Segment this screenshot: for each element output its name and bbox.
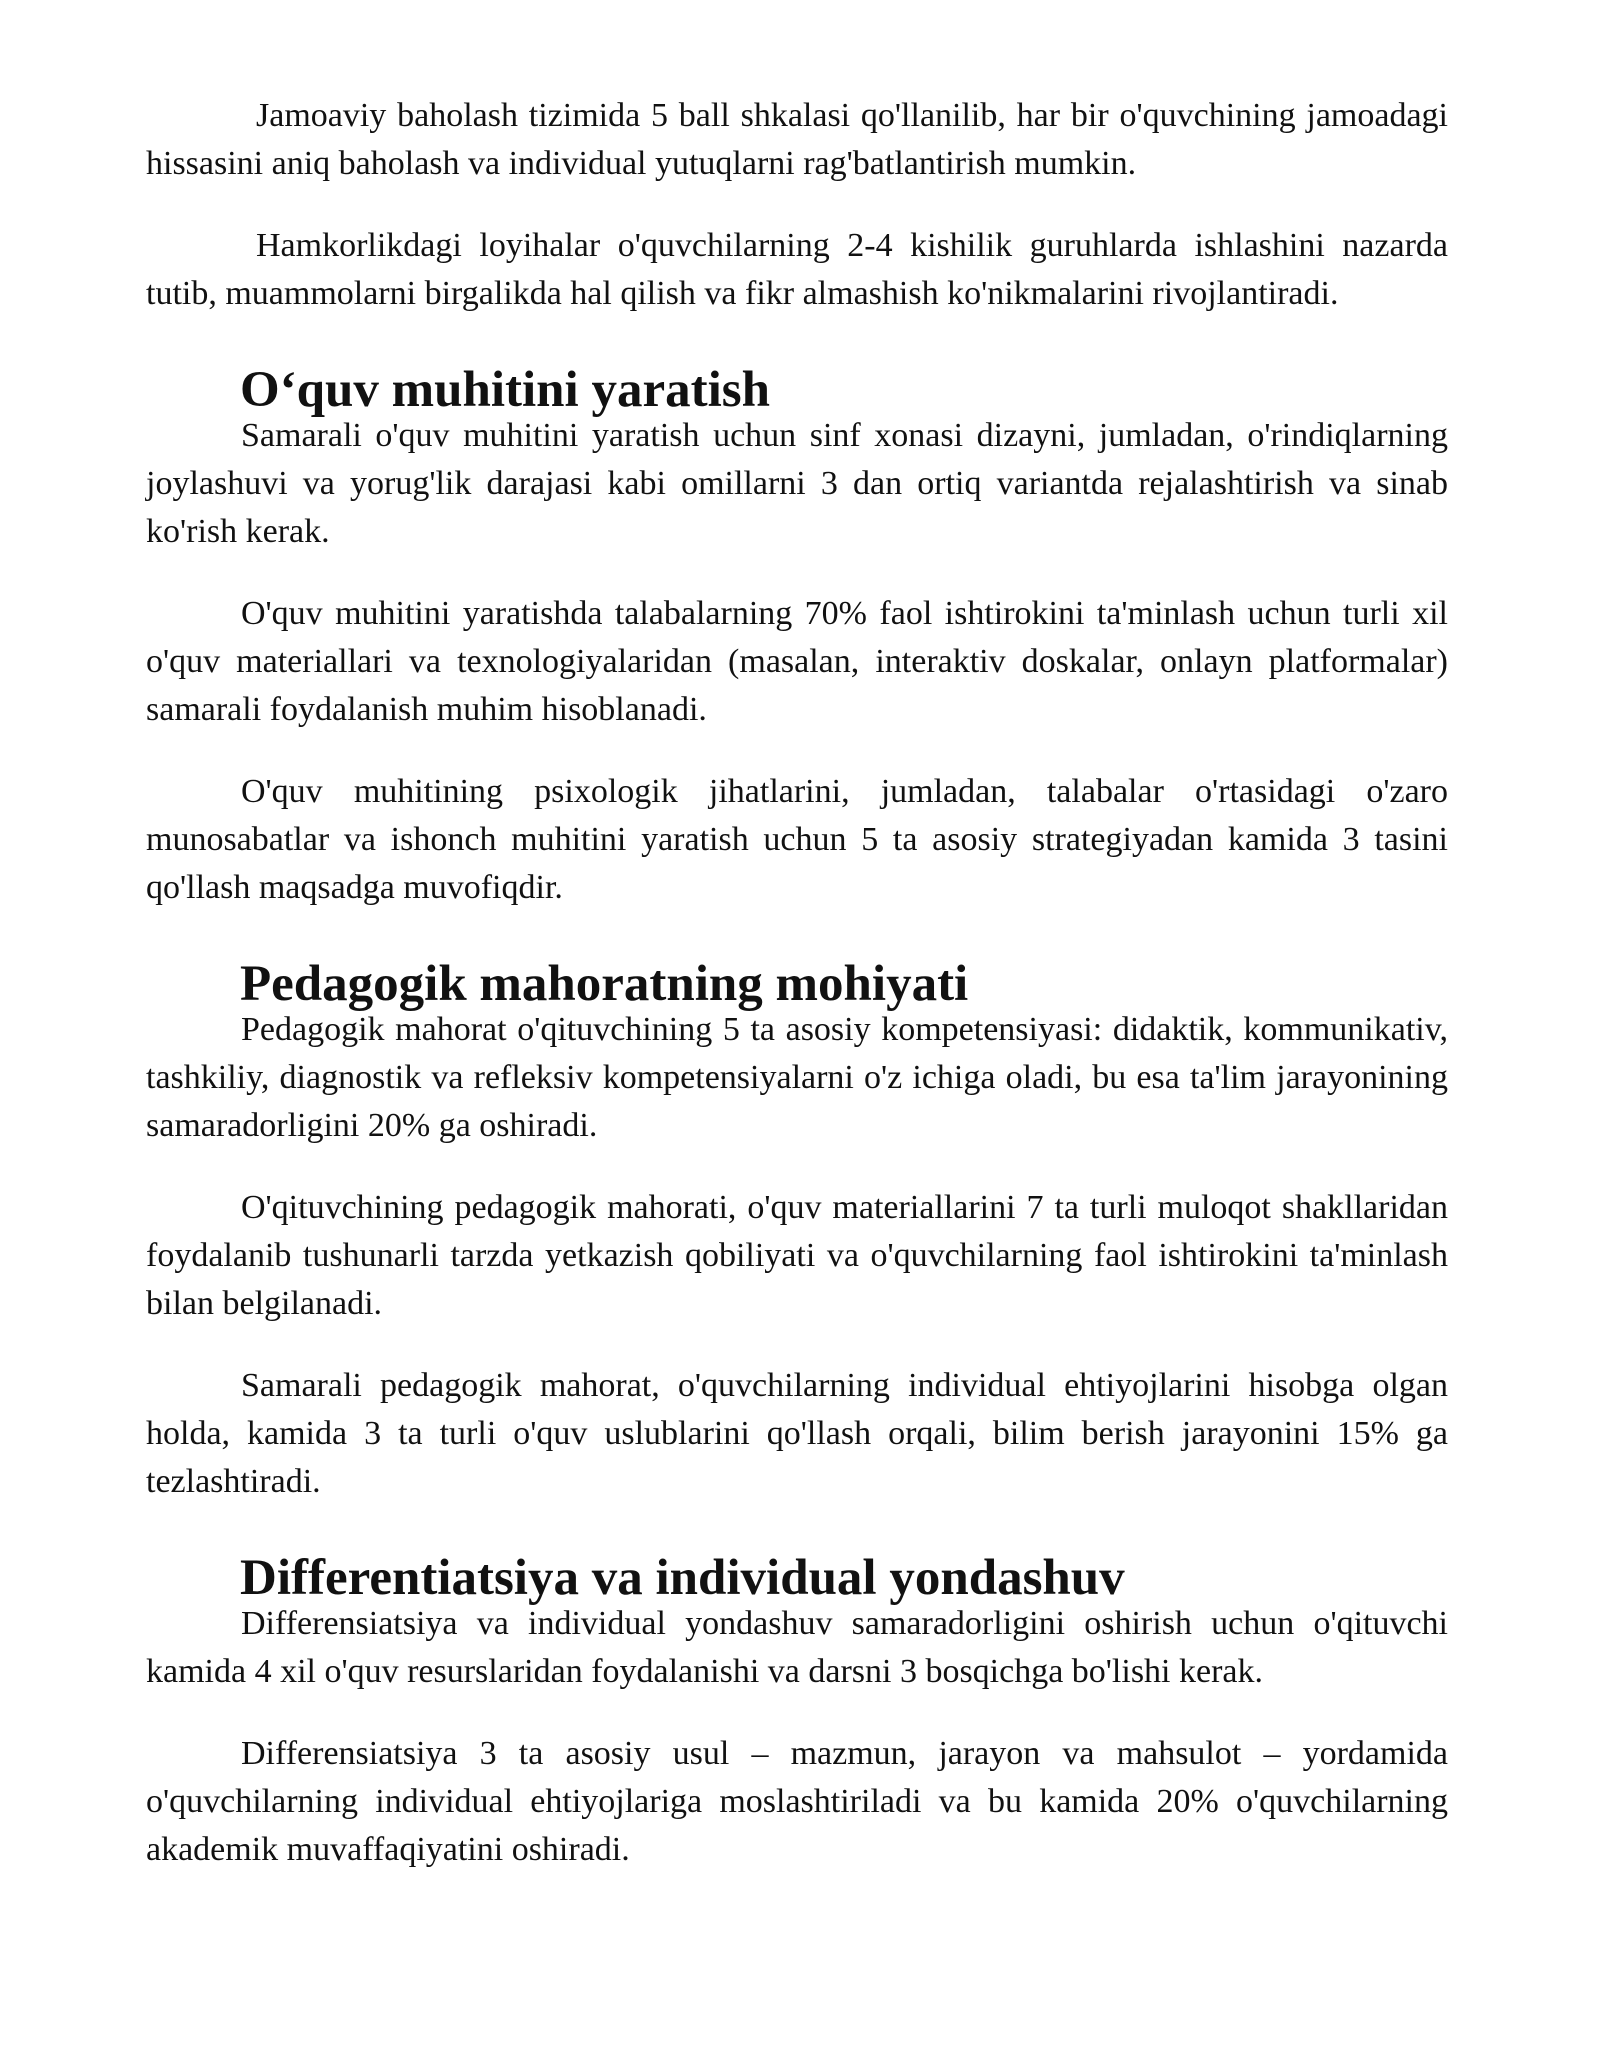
section-paragraph: O'quv muhitini yaratishda talabalarning 70% faol ishtirokini ta'minlash uchun turli xil o'quv materiallari va texnologiyalaridan (masalan, interaktiv doskalar, onlayn platformalar) samarali foydalanish muhim hisoblanadi. (146, 595, 1448, 728)
section-heading: Pedagogik mahoratning mohiyati (240, 956, 969, 1012)
document-body (146, 92, 1448, 1908)
section-paragraph: Samarali o'quv muhitini yaratish uchun sinf xonasi dizayni, jumladan, o'rindiqlarning joylashuvi va yorug'lik darajasi kabi omillarni 3 dan ortiq variantda rejalashtirish va sinab ko'rish kerak. (146, 417, 1448, 550)
section-heading: Differentiatsiya va individual yondashuv (240, 1550, 1125, 1606)
section-learning-environment (146, 362, 1448, 912)
section-paragraph: Differensiatsiya va individual yondashuv samaradorligini oshirish uchun o'qituvchi kamida 4 xil o'quv resurslaridan foydalanishi va darsni 3 bosqichga bo'lishi kerak. (146, 1605, 1448, 1690)
section-pedagogical-skill (146, 956, 1448, 1506)
section-paragraph: Pedagogik mahorat o'qituvchining 5 ta asosiy kompetensiyasi: didaktik, kommunikativ, tashkiliy, diagnostik va refleksiv kompetensiyalarni o'z ichiga oladi, bu esa ta'lim jarayonining samaradorligini 20% ga oshiradi. (146, 1011, 1448, 1144)
section-heading: O‘quv muhitini yaratish (240, 362, 770, 418)
section-paragraph: Differensiatsiya 3 ta asosiy usul – mazmun, jarayon va mahsulot – yordamida o'quvchilarning individual ehtiyojlariga moslashtiriladi va bu kamida 20% o'quvchilarning akademik muvaffaqiyatini oshiradi. (146, 1735, 1448, 1868)
section-paragraph: Samarali pedagogik mahorat, o'quvchilarning individual ehtiyojlarini hisobga olgan holda, kamida 3 ta turli o'quv uslublarini qo'llash orqali, bilim berish jarayonini 15% ga tezlashtiradi. (146, 1367, 1448, 1500)
section-paragraph: O'qituvchining pedagogik mahorati, o'quv materiallarini 7 ta turli muloqot shakllaridan foydalanib tushunarli tarzda yetkazish qobiliyati va o'quvchilarning faol ishtirokini ta'minlash bilan belgilanadi. (146, 1189, 1448, 1322)
section-differentiation (146, 1550, 1448, 1874)
section-paragraph: O'quv muhitining psixologik jihatlarini, jumladan, talabalar o'rtasidagi o'zaro munosabatlar va ishonch muhitini yaratish uchun 5 ta asosiy strategiyadan kamida 3 tasini qo'llash maqsadga muvofiqdir. (146, 773, 1448, 906)
intro-paragraph-2: Hamkorlikdagi loyihalar o'quvchilarning 2-4 kishilik guruhlarda ishlashini nazarda tutib, muammolarni birgalikda hal qilish va fikr almashish ko'nikmalarini rivojlantiradi. (146, 227, 1448, 312)
intro-paragraph-1: Jamoaviy baholash tizimida 5 ball shkalasi qo'llanilib, har bir o'quvchining jamoadagi hissasini aniq baholash va individual yutuqlarni rag'batlantirish mumkin. (146, 97, 1448, 182)
